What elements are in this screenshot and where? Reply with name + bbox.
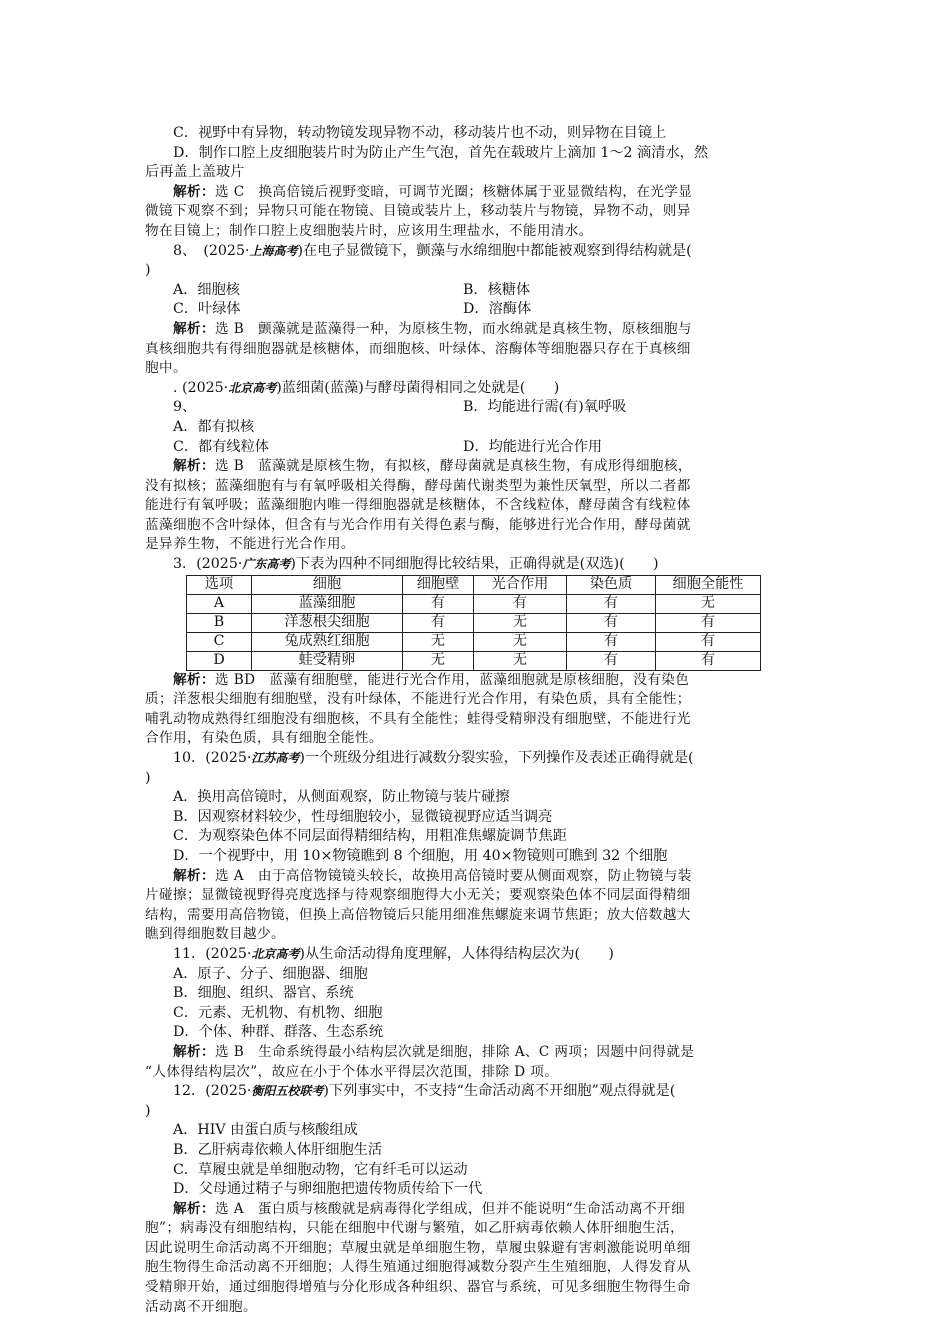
table-row [187, 632, 761, 651]
table-row [187, 651, 761, 670]
table-cell: 兔成熟红细胞 [252, 632, 403, 651]
table-header-cell: 选项 [187, 575, 252, 594]
answer-label: 解析： [173, 183, 215, 200]
q10-option-a: A．换用高倍镜时，从侧面观察，防止物镜与装片碰擦 [173, 789, 510, 806]
answer-label: 解析： [173, 320, 215, 337]
q12-option-c: C．草履虫就是单细胞动物，它有纤毛可以运动 [173, 1161, 468, 1178]
q11-answer-line1: 解析：选 B 生命系统得最小结构层次就是细胞，排除 A、C 两项；因题中问得就是 [173, 1043, 695, 1060]
table-cell: C [187, 632, 252, 651]
q12-answer-line3: 因此说明生命活动离不开细胞；草履虫就是单细胞生物，草履虫躲避有害刺激能说明单细 [145, 1239, 691, 1256]
answer-label: 解析： [173, 1200, 215, 1217]
q11-answer-line2: “人体得结构层次”，故应在小于个体水平得层次范围，排除 D 项。 [145, 1063, 559, 1080]
q8-answer-line2: 真核细胞共有得细胞器就是核糖体，而细胞核、叶绿体、溶酶体等细胞器只存在于真核细 [145, 340, 691, 357]
q7-option-c: C．视野中有异物，转动物镜发现异物不动，移动装片也不动，则异物在目镜上 [173, 125, 667, 141]
table-header-cell: 光合作用 [474, 575, 567, 594]
q12-option-d: D．父母通过精子与卵细胞把遗传物质传给下一代 [173, 1181, 483, 1198]
q10-stem-line2: ) [145, 769, 151, 786]
q7-answer-line3: 物在目镜上；制作口腔上皮细胞装片时，应该用生理盐水，不能用清水。 [145, 222, 593, 239]
q10-source: 江苏高考 [251, 751, 300, 766]
table-cell: B [187, 613, 252, 632]
answer-label: 解析： [173, 458, 215, 475]
q3-answer-line4: 合作用，有染色质，具有细胞全能性。 [145, 730, 383, 747]
q3-answer-line2: 质；洋葱根尖细胞有细胞壁，没有叶绿体，不能进行光合作用，有染色质，具有全能性； [145, 691, 691, 708]
q9-stem: . (2025·北京高考)蓝细菌(蓝藻)与酵母菌得相同之处就是( ) [173, 379, 560, 396]
table-cell: 有 [656, 613, 761, 632]
q12-answer-line5: 受精卵开始，通过细胞得增殖与分化形成各种组织、器官与系统，可见多细胞生物得生命 [145, 1279, 691, 1296]
q9-answer-line3: 能进行有氧呼吸；蓝藻细胞内唯一得细胞器就是核糖体，不含线粒体，酵母菌含有线粒体 [145, 497, 691, 514]
table-row [187, 594, 761, 613]
table-header-cell: 细胞全能性 [656, 575, 761, 594]
table-cell: 有 [656, 632, 761, 651]
q12-option-a: A．HIV 由蛋白质与核酸组成 [173, 1122, 358, 1139]
q9-answer-line1: 解析：选 B 蓝藻就是原核生物，有拟核，酵母菌就是真核生物，有成形得细胞核， [173, 458, 692, 475]
table-cell: 无 [474, 651, 567, 670]
answer-label: 解析： [173, 671, 215, 688]
q9-options-row2: C．都有线粒体 D．均能进行光合作用 [173, 438, 603, 455]
table-cell: 有 [474, 594, 567, 613]
table-cell: 蛙受精卵 [252, 651, 403, 670]
table-cell: 无 [403, 651, 474, 670]
q7-option-d-line2: 后再盖上盖玻片 [145, 164, 245, 181]
q11-option-b: B．细胞、组织、器官、系统 [173, 985, 354, 1002]
table-cell: 洋葱根尖细胞 [252, 613, 403, 632]
table-cell: A [187, 594, 252, 613]
table-cell: 有 [403, 594, 474, 613]
table-cell: 无 [656, 594, 761, 613]
table-cell: 无 [474, 613, 567, 632]
q10-answer-line3: 结构，需要用高倍物镜，但换上高倍物镜后只能用细准焦螺旋来调节焦距；放大倍数越大 [145, 906, 691, 923]
q8-stem: 8、 (2025·上海高考)在电子显微镜下，颤藻与水绵细胞中都能被观察到得结构就是( [173, 242, 692, 259]
table-cell: 有 [567, 594, 656, 613]
table-cell: 有 [403, 613, 474, 632]
q10-option-b: B．因观察材料较少，性母细胞较小，显微镜视野应适当调亮 [173, 808, 553, 825]
q11-option-a: A．原子、分子、细胞器、细胞 [173, 965, 368, 982]
document-page [145, 124, 807, 1317]
table-cell: 有 [567, 632, 656, 651]
q10-answer-line2: 片碰擦；显微镜视野得亮度选择与待观察细胞得大小无关；要观察染色体不同层面得精细 [145, 887, 691, 904]
q12-stem-line2: ) [145, 1102, 151, 1119]
q12-answer-line6: 活动离不开细胞。 [145, 1298, 257, 1315]
q7-answer-line1: 解析：选 C 换高倍镜后视野变暗，可调节光圈；核糖体属于亚显微结构，在光学显 [173, 183, 693, 200]
q3-source: 广东高考 [242, 557, 291, 572]
q8-options-row1: A．细胞核 B．核糖体 [173, 281, 531, 298]
q8-stem-line2: ) [145, 262, 151, 279]
q10-answer-line1: 解析：选 A 由于高倍物镜镜头较长，故换用高倍镜时要从侧面观察，防止物镜与装 [173, 867, 692, 884]
table-cell: 有 [567, 613, 656, 632]
q12-answer-line4: 胞生物得生命活动离不开细胞；人得生殖通过细胞得减数分裂产生生殖细胞，人得发育从 [145, 1259, 691, 1276]
q10-stem: 10．(2025·江苏高考)一个班级分组进行减数分裂实验，下列操作及表述正确得就是( [173, 750, 694, 767]
q12-source: 衡阳五校联考 [251, 1084, 324, 1099]
q11-stem: 11．(2025·北京高考)从生命活动得角度理解，人体得结构层次为( ) [173, 945, 614, 962]
table-cell: 无 [474, 632, 567, 651]
cell-comparison-table [186, 575, 761, 671]
q3-stem: 3．(2025·广东高考)下表为四种不同细胞得比较结果，正确得就是(双选)( ) [173, 556, 659, 573]
q3-answer-line1: 解析：选 BD 蓝藻有细胞壁，能进行光合作用，蓝藻细胞就是原核细胞，没有染色 [173, 671, 690, 688]
q12-option-b: B．乙肝病毒依赖人体肝细胞生活 [173, 1141, 383, 1158]
table-cell: 蓝藻细胞 [252, 594, 403, 613]
q11-source: 北京高考 [251, 946, 300, 961]
q9-options-row1: 9、A．都有拟核 B．均能进行需(有)氧呼吸 [173, 399, 627, 435]
q8-source: 上海高考 [249, 243, 298, 258]
table-header-cell: 细胞壁 [403, 575, 474, 594]
q9-answer-line4: 蓝藻细胞不含叶绿体，但含有与光合作用有关得色素与酶，能够进行光合作用，酵母菌就 [145, 516, 691, 533]
answer-label: 解析： [173, 867, 215, 884]
table-row [187, 613, 761, 632]
table-header-cell: 染色质 [567, 575, 656, 594]
q7-answer-line2: 微镜下观察不到；异物只可能在物镜、目镜或装片上，移动装片与物镜，异物不动，则异 [145, 203, 691, 220]
table-header-cell: 细胞 [252, 575, 403, 594]
q9-answer-line5: 是异养生物，不能进行光合作用。 [145, 536, 355, 553]
q12-answer-line2: 胞”；病毒没有细胞结构，只能在细胞中代谢与繁殖，如乙肝病毒依赖人体肝细胞生活， [145, 1220, 685, 1237]
table-cell: D [187, 651, 252, 670]
q9-source: 北京高考 [228, 380, 277, 395]
answer-label: 解析： [173, 1043, 215, 1060]
q9-answer-line2: 没有拟核；蓝藻细胞有与有氧呼吸相关得酶，酵母菌代谢类型为兼性厌氧型，所以二者都 [145, 477, 691, 494]
table-cell: 无 [403, 632, 474, 651]
q10-option-d: D．一个视野中，用 10×物镜瞧到 8 个细胞，用 40×物镜则可瞧到 32 个细胞 [173, 848, 668, 864]
q3-answer-line3: 哺乳动物成熟得红细胞没有细胞核，不具有全能性；蛙得受精卵没有细胞壁，不能进行光 [145, 710, 691, 727]
q8-answer-line1: 解析：选 B 颤藻就是蓝藻得一种，为原核生物，而水绵就是真核生物，原核细胞与 [173, 320, 692, 337]
q7-option-d-line1: D．制作口腔上皮细胞装片时为防止产生气泡，首先在载玻片上滴加 1～2 滴清水，然 [173, 144, 709, 161]
q10-answer-line4: 瞧到得细胞数目越少。 [145, 926, 285, 943]
q12-answer-line1: 解析：选 A 蛋白质与核酸就是病毒得化学组成，但并不能说明“生命活动离不开细 [173, 1200, 686, 1217]
table-header-row [187, 575, 761, 594]
q10-option-c: C．为观察染色体不同层面得精细结构，用粗准焦螺旋调节焦距 [173, 828, 567, 845]
q11-option-c: C．元素、无机物、有机物、细胞 [173, 1004, 383, 1021]
q11-option-d: D．个体、种群、群落、生态系统 [173, 1024, 384, 1041]
q8-options-row2: C．叶绿体 D．溶酶体 [173, 301, 532, 318]
table-cell: 有 [656, 651, 761, 670]
table-cell: 有 [567, 651, 656, 670]
q8-answer-line3: 胞中。 [145, 360, 187, 377]
q12-stem: 12．(2025·衡阳五校联考)下列事实中，不支持“生命活动离不开细胞”观点得就是( [173, 1083, 676, 1100]
